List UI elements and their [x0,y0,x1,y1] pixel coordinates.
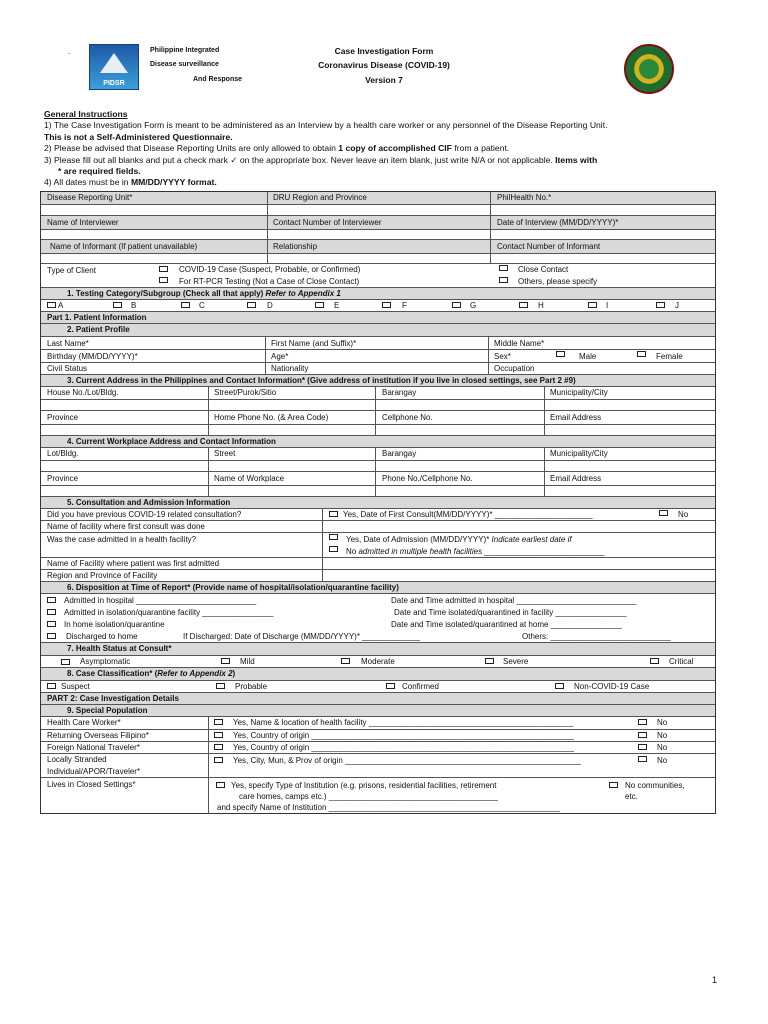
cat-j-checkbox[interactable] [656,302,665,308]
admitted-no-line: ___________________________ [482,547,605,556]
case-form [40,191,716,814]
section-2-title: 2. Patient Profile [67,325,130,334]
prev-consult-yes-label: Yes, Date of First Consult(MM/DD/YYYY)* ______________________ [343,510,593,519]
row-lsi [41,754,715,778]
form-subtitle: Coronavirus Disease (COVID-19) [318,60,450,70]
birthday-label: Birthday (MM/DD/YYYY)* [47,352,138,361]
section-9-header [41,705,715,717]
lsi-no-checkbox[interactable] [638,756,647,762]
interviewer-contact-label: Contact Number of Interviewer [273,218,382,227]
cat-b-checkbox[interactable] [113,302,122,308]
workplace-email-label: Email Address [550,474,602,483]
hs-critical-checkbox[interactable] [650,658,659,664]
closed-yes-checkbox[interactable] [216,782,225,788]
hcw-no-checkbox[interactable] [638,719,647,725]
instruction-3b: Items with [555,154,598,165]
cc-confirmed-label: Confirmed [402,682,439,691]
occupation-label: Occupation [494,364,535,373]
cat-c-label: C [199,301,205,310]
ofw-label: Returning Overseas Filipino* [47,731,149,740]
disposition-block [41,594,715,643]
part-2-header [41,693,715,705]
lsi-label-1: Locally Stranded [47,755,107,764]
logo-text: PIDSR [103,80,125,87]
closed-no-line-1: No communities, [625,781,685,790]
admitted-no-label [346,547,604,556]
hs-critical-label: Critical [669,657,694,666]
row-contact-values [41,425,715,436]
facility-first-label: Name of facility where first consult was done [47,522,205,531]
last-name-label: Last Name* [47,339,89,348]
section-1-ref: Refer to Appendix 1 [265,289,341,298]
client-close-contact-label: Close Contact [518,265,569,274]
home-phone-label: Home Phone No. (& Area Code) [214,413,329,422]
workplace-barangay-label: Barangay [382,449,417,458]
client-type-label: Type of Client [47,266,96,275]
row-civil-status [41,363,715,375]
cc-probable-label: Probable [235,682,268,691]
cat-d-checkbox[interactable] [247,302,256,308]
hs-severe-label: Severe [503,657,529,666]
disp-home-label: In home isolation/quarantine [64,620,165,629]
instruction-1: 1) The Case Investigation Form is meant to be administered as an Interview by a health care worker or any personnel of the Disease Reporting Unit. [44,120,608,131]
closed-no-checkbox[interactable] [609,782,618,788]
row-hcw [41,717,715,730]
row-contact-labels [41,411,715,425]
cat-i-label: I [606,301,609,310]
instruction-4b: MM/DD/YYYY format. [130,177,217,188]
facility-admitted-label: Name of Facility where patient was first admitted [47,559,220,568]
client-covid-label: COVID-19 Case (Suspect, Probable, or Confirmed) [179,265,361,274]
cellphone-label: Cellphone No. [382,413,433,422]
cat-f-checkbox[interactable] [382,302,391,308]
row-informant-values [41,254,715,264]
workplace-phone-label: Phone No./Cellphone No. [382,474,473,483]
part-1-title: Part 1. Patient Information [47,313,147,322]
province-label: Province [47,413,79,422]
section-1-title [67,289,341,298]
client-others-checkbox[interactable] [499,277,508,283]
section-8-close: ) [232,669,236,678]
instruction-1b: This is not a Self-Administered Questionnaire. [44,131,233,142]
civil-status-label: Civil Status [47,364,88,373]
client-close-contact-checkbox[interactable] [499,265,508,271]
row-ofw [41,730,715,742]
cat-e-checkbox[interactable] [315,302,324,308]
cat-d-label: D [267,301,273,310]
sex-female-label: Female [656,352,683,361]
prev-consult-yes-checkbox[interactable] [329,511,338,517]
cat-f-label: F [402,301,407,310]
lsi-yes-checkbox[interactable] [214,757,223,763]
workplace-province-label: Province [47,474,79,483]
hs-severe-checkbox[interactable] [485,658,494,664]
org-line-1: Philippine Integrated [150,47,220,54]
fnt-label: Foreign National Traveler* [47,743,140,752]
cat-g-label: G [470,301,477,310]
lsi-no-label: No [657,756,668,765]
section-7-header [41,643,715,656]
row-interviewer-values [41,230,715,240]
row-client-type [41,264,715,288]
cat-j-label: J [675,301,679,310]
philhealth-label: PhilHealth No.* [497,193,552,202]
disp-discharged-date: If Discharged: Date of Discharge (MM/DD/YYYY)* _____________ [183,632,421,641]
section-8-header [41,668,715,681]
admitted-question: Was the case admitted in a health facility? [47,535,197,544]
section-8-text: 8. Case Classification* ( [67,669,158,678]
admitted-yes-label [346,535,572,544]
section-9-title: 9. Special Population [67,706,148,715]
informant-label: Name of Informant (If patient unavailable) [50,242,198,251]
first-name-label: First Name (and Suffix)* [271,339,357,348]
facility-region-label: Region and Province of Facility [47,571,158,580]
general-instructions [44,109,724,189]
hcw-yes-label: Yes, Name & location of health facility ______________________________________________ [233,718,574,727]
section-5-header [41,497,715,509]
section-4-title: 4. Current Workplace Address and Contact Information [67,437,276,446]
row-names [41,337,715,350]
form-title: Case Investigation Form [334,46,434,56]
closed-yes-line-3: and specify Name of Institution ____________________________________________________ [217,803,560,812]
cat-e-label: E [334,301,340,310]
disp-isolation-label: Admitted in isolation/quarantine facility ________________ [64,608,274,617]
org-line-2: Disease surveillance [150,61,219,68]
barangay-label: Barangay [382,388,417,397]
row-workplace-address-values [41,461,715,472]
street-label: Street [214,449,236,458]
ofw-yes-checkbox[interactable] [214,732,223,738]
cc-non-covid-checkbox[interactable] [555,683,564,689]
fnt-yes-checkbox[interactable] [214,744,223,750]
prev-consult-no-label: No [678,510,689,519]
fnt-yes-label: Yes, Country of origin ___________________________________________________________ [233,743,574,752]
row-fnt [41,742,715,754]
cc-probable-checkbox[interactable] [216,683,225,689]
hcw-yes-checkbox[interactable] [214,719,223,725]
ofw-yes-label: Yes, Country of origin ___________________________________________________________ [233,731,574,740]
prev-consult-no-checkbox[interactable] [659,510,668,516]
cc-suspect-label: Suspect [61,682,90,691]
row-previous-consult [41,509,715,521]
admitted-earliest-note: Indicate earliest date if [491,535,572,544]
cat-c-checkbox[interactable] [181,302,190,308]
fnt-no-label: No [657,743,668,752]
doh-seal-icon [624,44,674,94]
section-3-header [41,375,715,387]
admitted-yes-text: Yes, Date of Admission (MM/DD/YYYY)* [346,535,492,544]
section-8-title [67,669,235,678]
informant-contact-label: Contact Number of Informant [497,242,601,251]
header-dot: . [68,47,71,56]
lsi-yes-label: Yes, City, Mun, & Prov of origin _____________________________________________________ [233,756,581,765]
hs-mild-checkbox[interactable] [221,658,230,664]
row-birthday [41,350,715,363]
row-interviewer-labels [41,216,715,230]
row-facility-admitted [41,558,715,570]
section-1-text: 1. Testing Category/Subgroup (Check all that apply) [67,289,266,298]
instruction-2c: from a patient. [451,143,510,154]
hs-mild-label: Mild [240,657,255,666]
disp-home-checkbox[interactable] [47,621,56,627]
sex-label: Sex* [494,352,511,361]
instruction-2a: 2) Please be advised that Disease Reporting Units are only allowed to obtain [44,143,339,154]
municipality-label: Municipality/City [550,388,608,397]
admitted-no-text: No [346,547,359,556]
row-closed-settings [41,778,715,814]
instruction-2b: 1 copy of accomplished CIF [338,143,452,154]
row-case-classification [41,681,715,693]
closed-label: Lives in Closed Settings* [47,780,136,789]
middle-name-label: Middle Name* [494,339,545,348]
cat-a-checkbox[interactable] [47,302,56,308]
client-others-label: Others, please specify [518,277,598,286]
nationality-label: Nationality [271,364,309,373]
admitted-no-note: admitted in multiple health facilities [358,547,483,556]
admitted-no-checkbox[interactable] [329,546,338,552]
sex-male-checkbox[interactable] [556,351,565,357]
part-2-title: PART 2: Case Investigation Details [47,694,179,703]
hs-asymptomatic-label: Asymptomatic [80,657,131,666]
cat-g-checkbox[interactable] [452,302,461,308]
interviewer-label: Name of Interviewer [47,218,119,227]
section-5-title: 5. Consultation and Admission Information [67,498,231,507]
hcw-no-label: No [657,718,668,727]
fnt-no-checkbox[interactable] [638,744,647,750]
client-covid-checkbox[interactable] [159,266,168,272]
sex-female-checkbox[interactable] [637,351,646,357]
instruction-3a: 3) Please fill out all blanks and put a check mark ✓ on the appropriate box. Never leave an item blank, just write N/A or not applicable. [44,154,556,165]
row-workplace-contact-labels [41,472,715,486]
disp-isolation-date: Date and Time isolated/quarantined in facility ________________ [394,608,627,617]
row-health-status [41,656,715,668]
workplace-municipality-label: Municipality/City [550,449,608,458]
instruction-4a: 4) All dates must be in [44,177,131,188]
sex-male-label: Male [579,352,597,361]
disp-hospital-label: Admitted in hospital ___________________________ [64,596,257,605]
section-8-ref: Refer to Appendix 2 [157,669,233,678]
row-dru-values [41,205,715,216]
row-informant-labels [41,240,715,254]
dru-label: Disease Reporting Unit* [47,193,133,202]
cc-suspect-checkbox[interactable] [47,683,56,689]
section-6-header [41,582,715,594]
closed-no-line-2: etc. [625,792,638,801]
instruction-2 [44,143,724,154]
disp-home-date: Date and Time isolated/quarantined at home ________________ [391,620,622,629]
disp-discharged-checkbox[interactable] [47,633,56,639]
cat-b-label: B [131,301,137,310]
client-rtpcr-label: For RT-PCR Testing (Not a Case of Close Contact) [179,277,360,286]
instruction-4 [44,177,724,188]
pidsr-logo [89,44,139,90]
prev-consult-label: Did you have previous COVID-19 related consultation? [47,510,242,519]
disp-discharged-label: Discharged to home [66,632,138,641]
hcw-label: Health Care Worker* [47,718,121,727]
section-6-title: 6. Disposition at Time of Report* (Provide name of hospital/isolation/quarantine facility) [67,583,399,592]
cat-h-label: H [538,301,544,310]
row-facility-region [41,570,715,582]
logo-mountain-icon [100,53,128,73]
admitted-yes-checkbox[interactable] [329,534,338,540]
disp-hospital-date: Date and Time admitted in hospital ___________________________ [391,596,637,605]
email-label: Email Address [550,413,602,422]
interview-date-label: Date of Interview (MM/DD/YYYY)* [497,218,619,227]
cc-confirmed-checkbox[interactable] [386,683,395,689]
ofw-no-checkbox[interactable] [638,732,647,738]
section-1-header [41,288,715,300]
client-rtpcr-checkbox[interactable] [159,277,168,283]
section-7-title: 7. Health Status at Consult* [67,644,172,653]
row-facility-first-consult [41,521,715,533]
age-label: Age* [271,352,289,361]
lsi-label-2: Individual/APOR/Traveler* [47,767,141,776]
hs-moderate-label: Moderate [361,657,395,666]
org-line-3: And Response [193,76,243,83]
disp-hospital-checkbox[interactable] [47,597,56,603]
instruction-3c: * are required fields. [58,166,141,177]
page-number: 1 [712,975,718,985]
part-1-header [41,312,715,324]
disp-isolation-checkbox[interactable] [47,609,56,615]
section-2-header [41,324,715,337]
row-dru-labels [41,192,715,205]
house-label: House No./Lot/Bldg. [47,388,119,397]
cat-i-checkbox[interactable] [588,302,597,308]
hs-asymptomatic-checkbox[interactable] [61,659,70,665]
relationship-label: Relationship [273,242,318,251]
row-workplace-address-labels [41,448,715,461]
closed-yes-line-2: care homes, camps etc.) ______________________________________ [239,792,498,801]
ofw-no-label: No [657,731,668,740]
cc-non-covid-label: Non-COVID-19 Case [574,682,650,691]
form-version: Version 7 [365,75,403,85]
workplace-name-label: Name of Workplace [214,474,285,483]
section-4-header [41,436,715,448]
cat-h-checkbox[interactable] [519,302,528,308]
section-3-title: 3. Current Address in the Philippines and Contact Information* (Give address of institution if you live in closed settings, see Part 2 #9) [67,376,576,385]
disp-others-label: Others: ___________________________ [522,632,671,641]
lot-label: Lot/Bldg. [47,449,79,458]
row-admitted [41,533,715,558]
instruction-3 [44,155,724,166]
row-address-labels [41,387,715,400]
row-address-values [41,400,715,411]
hs-moderate-checkbox[interactable] [341,658,350,664]
row-workplace-contact-values [41,486,715,497]
cat-a-label: A [58,301,64,310]
dru-region-label: DRU Region and Province [273,193,367,202]
instructions-heading: General Instructions [44,109,128,119]
closed-yes-line-1: Yes, specify Type of Institution (e.g. prisons, residential facilities, retirement [231,781,497,790]
row-testing-categories [41,300,715,312]
street-purok-label: Street/Purok/Sitio [214,388,277,397]
